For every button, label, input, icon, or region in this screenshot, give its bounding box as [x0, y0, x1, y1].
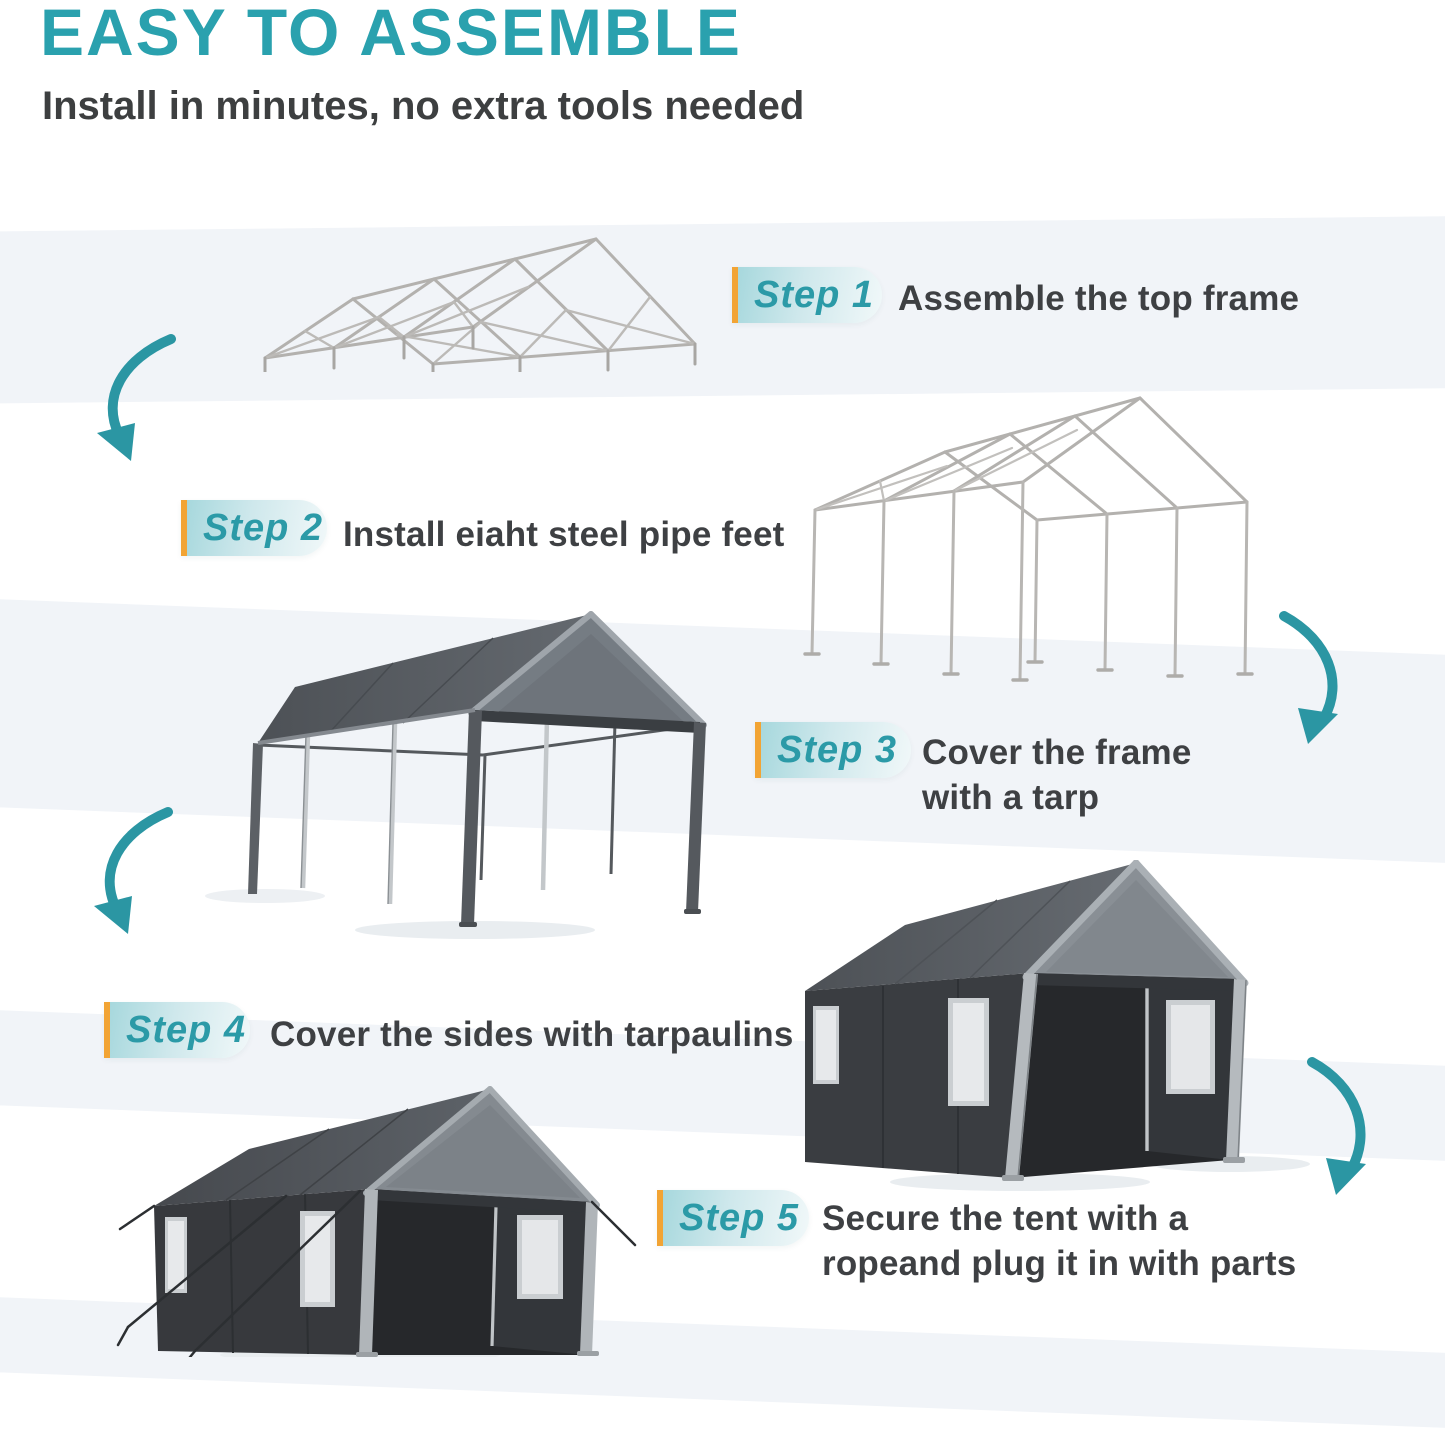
step-4-description-line: Cover the sides with tarpaulins — [270, 1015, 794, 1054]
step-5-illustration — [90, 1055, 665, 1357]
canopy-top-frame-drawing — [160, 192, 750, 372]
step-3-description-line: Cover the frame — [922, 733, 1192, 772]
page-title: EASY TO ASSEMBLE — [40, 0, 742, 69]
step-5-label: Step 5 — [679, 1196, 800, 1239]
curved-arrow-icon — [85, 333, 210, 463]
step-4-badge — [104, 1002, 250, 1058]
step-4-label: Step 4 — [126, 1008, 247, 1051]
tarp-roof-canopy-drawing — [145, 592, 765, 952]
curved-arrow-icon — [1300, 1056, 1400, 1201]
step-5-description-line: Secure the tent with a — [822, 1199, 1189, 1238]
step-3-illustration — [145, 592, 765, 952]
step-2-label: Step 2 — [203, 506, 324, 549]
curved-arrow-icon — [82, 806, 207, 936]
step-2-description-line: Install eiaht steel pipe feet — [343, 515, 785, 554]
step-1-illustration — [160, 192, 750, 372]
step-2-description — [343, 512, 785, 557]
secured-tent-drawing — [90, 1055, 665, 1357]
step-1-label: Step 1 — [754, 273, 875, 316]
curved-arrow-icon — [1272, 610, 1372, 750]
page-subtitle: Install in minutes, no extra tools needed — [42, 84, 805, 128]
step-3-label: Step 3 — [777, 728, 898, 771]
step-3-badge — [755, 722, 911, 778]
step-1-description — [898, 276, 1299, 321]
step-3-description-line: with a tarp — [922, 778, 1100, 817]
step-1-description-line: Assemble the top frame — [898, 279, 1300, 318]
step-5-badge — [657, 1190, 809, 1246]
step-5-description-line: ropeand plug it in with parts — [822, 1244, 1297, 1283]
step-1-badge — [732, 267, 882, 323]
step-4-description — [270, 1012, 794, 1057]
step-2-badge — [181, 500, 327, 556]
step-3-description — [922, 730, 1191, 820]
step-5-description — [822, 1196, 1296, 1286]
